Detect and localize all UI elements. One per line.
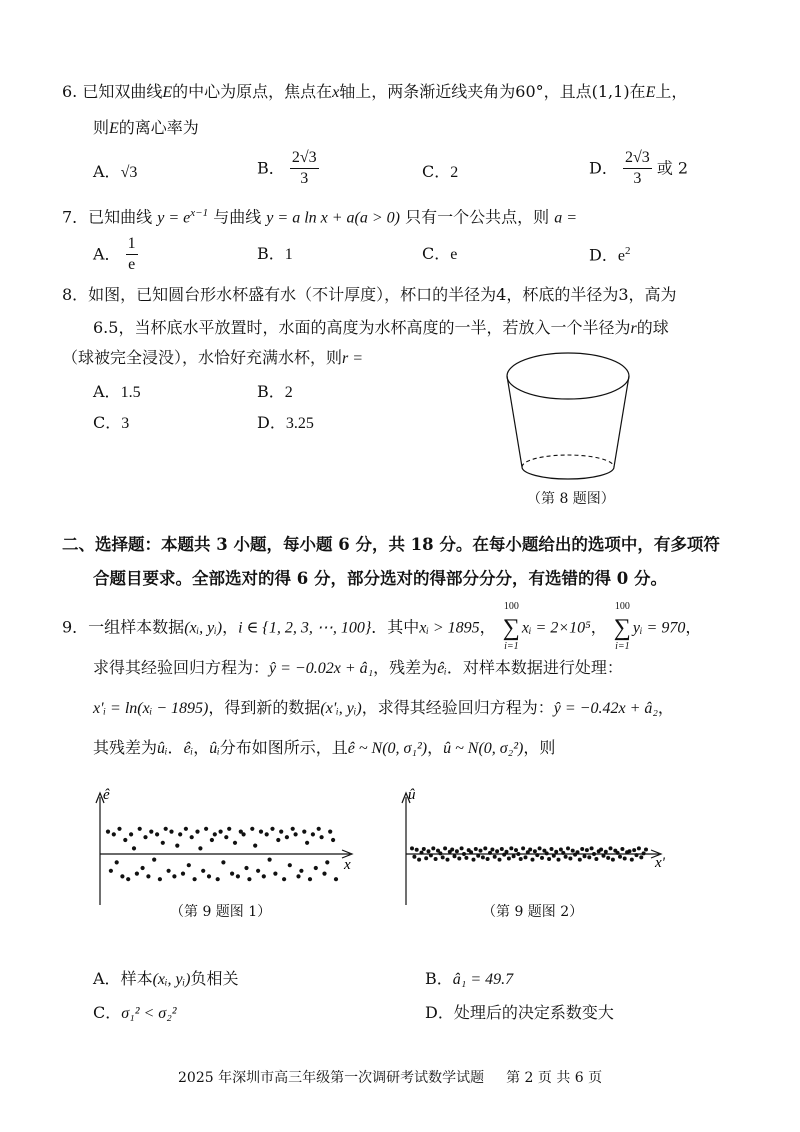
residual-point	[178, 832, 182, 836]
residual-point	[528, 848, 532, 852]
residual-point	[115, 860, 119, 864]
residual-point	[592, 852, 596, 856]
residual-point	[519, 857, 523, 861]
residual-point	[571, 849, 575, 853]
residual-point	[441, 855, 445, 859]
residual-point	[568, 857, 572, 861]
residual-point	[164, 827, 168, 831]
fig1-x-label: x	[344, 857, 351, 873]
residual-point	[308, 877, 312, 881]
residual-point	[320, 835, 324, 839]
residual-point	[268, 858, 272, 862]
q6-b-fraction: $\frac{2√3}{3}$	[291, 149, 317, 187]
residual-point	[184, 827, 188, 831]
q9-stem-line4: 其残差为ûᵢ．êᵢ，ûᵢ分布如图所示，且ê ~ N(0, σ₁²)，û ~ N(0, σ₂²)，则	[93, 738, 556, 757]
residual-point	[143, 835, 147, 839]
q6-option-b[interactable]: B． $\frac{2√3}{3}$	[257, 149, 317, 187]
residual-point	[472, 858, 476, 862]
residual-point	[305, 841, 309, 845]
residual-point	[583, 854, 587, 858]
q7-stem: 7．已知曲线 $y = e^{x-1}$ 与曲线 y = a ln x + a(a > 0) 只有一个公共点，则 a =	[62, 207, 577, 227]
residual-point	[559, 848, 563, 852]
residual-point	[175, 844, 179, 848]
residual-point	[580, 847, 584, 851]
residual-point	[169, 830, 173, 834]
residual-point	[429, 853, 433, 857]
cup-base-back	[522, 455, 614, 467]
residual-point	[259, 830, 263, 834]
residual-point	[410, 846, 414, 850]
residual-point	[120, 874, 124, 878]
q6-stem-line2: 则E的离心率为	[93, 118, 199, 137]
residual-point	[253, 844, 257, 848]
residual-point	[132, 846, 136, 850]
residual-point	[230, 872, 234, 876]
residual-point	[279, 830, 283, 834]
q9-stem-line3: x'ᵢ = ln(xᵢ − 1895)，得到新的数据(x'ᵢ, yᵢ)，求得其经验回归方程为：ŷ = −0.42x + â₂，	[93, 698, 674, 717]
residual-point	[270, 827, 274, 831]
residual-point	[521, 846, 525, 850]
q9-stem-line1: 9．一组样本数据(xᵢ, yᵢ)，i ∈ {1, 2, 3, ⋯, 100}．其中xᵢ > 1895， 100 ∑ i=1 xᵢ = 2×10⁵， 100 ∑ i=1 yᵢ = 970，	[62, 601, 702, 652]
residual-point	[602, 854, 606, 858]
residual-point	[540, 856, 544, 860]
residual-point	[138, 827, 142, 831]
residual-point	[311, 832, 315, 836]
residual-point	[112, 832, 116, 836]
residual-point	[149, 830, 153, 834]
residual-point	[632, 848, 636, 852]
residual-point	[639, 855, 643, 859]
residual-point	[262, 874, 266, 878]
residual-point	[446, 858, 450, 862]
residual-point	[236, 874, 240, 878]
residual-point	[213, 832, 217, 836]
residual-point	[152, 858, 156, 862]
residual-point	[460, 846, 464, 850]
residual-point	[256, 869, 260, 873]
q9-option-b[interactable]: B．â₁ = 49.7	[425, 969, 514, 988]
q8-option-d[interactable]: D．3.25	[257, 413, 314, 432]
residual-point	[296, 874, 300, 878]
residual-point	[221, 860, 225, 864]
q9-residual-plot-2	[396, 785, 681, 910]
residual-point	[493, 855, 497, 859]
residual-point	[190, 835, 194, 839]
q9-stem-line2: 求得其经验回归方程为：ŷ = −0.02x + â₁，残差为êᵢ．对样本数据进行处理：	[93, 658, 623, 677]
residual-point	[618, 855, 622, 859]
residual-point	[161, 841, 165, 845]
q8-stem-line3: （球被完全浸没），水恰好充满水杯，则r =	[62, 348, 364, 367]
residual-point	[117, 827, 121, 831]
residual-point	[590, 846, 594, 850]
residual-point	[578, 858, 582, 862]
residual-point	[585, 848, 589, 852]
residual-point	[201, 869, 205, 873]
residual-point	[500, 847, 504, 851]
residual-point	[198, 846, 202, 850]
residual-point	[486, 857, 490, 861]
residual-point	[545, 851, 549, 855]
residual-point	[123, 838, 127, 842]
residual-point	[552, 854, 556, 858]
residual-point	[422, 847, 426, 851]
residual-point	[126, 877, 130, 881]
q7-option-b[interactable]: B．1	[257, 244, 293, 263]
residual-point	[233, 841, 237, 845]
residual-point	[438, 851, 442, 855]
residual-point	[427, 849, 431, 853]
q8-option-c[interactable]: C．3	[93, 413, 130, 432]
q8-figure-caption: （第 8 题图）	[527, 491, 615, 507]
q7-option-c[interactable]: C．e	[422, 244, 458, 263]
q9-option-c[interactable]: C．σ₁² < σ₂²	[93, 1003, 177, 1022]
residual-point	[531, 858, 535, 862]
residual-point	[479, 849, 483, 853]
residual-point	[490, 848, 494, 852]
residual-point	[644, 848, 648, 852]
residual-point	[415, 848, 419, 852]
residual-point	[469, 850, 473, 854]
residual-point	[302, 830, 306, 834]
residual-point	[514, 848, 518, 852]
residual-point	[554, 850, 558, 854]
residual-point	[550, 847, 554, 851]
page-footer: 2025 年深圳市高三年级第一次调研考试数学试题 第 2 页 共 6 页	[178, 1070, 603, 1086]
residual-point	[516, 852, 520, 856]
q6-option-a[interactable]: A．√3	[93, 162, 138, 181]
residual-point	[628, 849, 632, 853]
q9-fig1-caption: （第 9 题图 1）	[170, 904, 272, 920]
residual-point	[635, 853, 639, 857]
residual-point	[273, 872, 277, 876]
residual-point	[538, 846, 542, 850]
residual-point	[250, 827, 254, 831]
residual-point	[606, 856, 610, 860]
residual-point	[155, 832, 159, 836]
residual-point	[557, 858, 561, 862]
residual-point	[325, 860, 329, 864]
residual-point	[135, 872, 139, 876]
residual-point	[158, 877, 162, 881]
residual-point	[167, 869, 171, 873]
residual-point	[533, 849, 537, 853]
residual-point	[219, 830, 223, 834]
residual-point	[210, 838, 214, 842]
residual-point	[623, 857, 627, 861]
residual-point	[141, 866, 145, 870]
residual-point	[106, 830, 110, 834]
q9-residual-plot-1	[88, 785, 368, 910]
residual-point	[294, 832, 298, 836]
residual-point	[424, 856, 428, 860]
residual-point	[464, 856, 468, 860]
residual-point	[474, 847, 478, 851]
residual-point	[334, 877, 338, 881]
residual-point	[328, 830, 332, 834]
q6-option-c[interactable]: C．2	[422, 162, 459, 181]
residual-point	[244, 866, 248, 870]
residual-point	[630, 858, 634, 862]
residual-point	[587, 855, 591, 859]
q8-stem-line2: 6.5，当杯底水平放置时，水面的高度为水杯高度的一半，若放入一个半径为r的球	[93, 318, 669, 337]
residual-point	[535, 853, 539, 857]
residual-point	[172, 874, 176, 878]
q9-option-a[interactable]: A．样本(xᵢ, yᵢ)负相关	[93, 969, 239, 988]
residual-point	[204, 827, 208, 831]
residual-point	[224, 835, 228, 839]
residual-point	[417, 858, 421, 862]
residual-point	[146, 874, 150, 878]
residual-point	[599, 848, 603, 852]
residual-point	[431, 846, 435, 850]
residual-point	[291, 827, 295, 831]
residual-point	[483, 846, 487, 850]
q8-stem-line1: 8．如图，已知圆台形水杯盛有水（不计厚度），杯口的半径为4，杯底的半径为3，高为	[62, 285, 677, 304]
residual-point	[495, 849, 499, 853]
residual-point	[576, 850, 580, 854]
residual-point	[620, 847, 624, 851]
residual-point	[547, 857, 551, 861]
residual-point	[282, 877, 286, 881]
residual-point	[564, 855, 568, 859]
q8-option-a[interactable]: A．1.5	[93, 382, 141, 401]
q6-d-fraction: $\frac{2√3}{3}$	[624, 149, 650, 187]
residual-point	[285, 835, 289, 839]
residual-point	[507, 857, 511, 861]
residual-point	[505, 850, 509, 854]
residual-point	[561, 851, 565, 855]
residual-point	[455, 849, 459, 853]
residual-point	[187, 863, 191, 867]
residual-point	[566, 846, 570, 850]
residual-point	[322, 872, 326, 876]
residual-point	[193, 877, 197, 881]
residual-point	[299, 869, 303, 873]
section2-heading-line2: 合题目要求。全部选对的得 6 分，部分选对的得部分分分，有选错的得 0 分。	[93, 569, 667, 588]
residual-point	[642, 851, 646, 855]
residual-point	[524, 855, 528, 859]
fig2-x-label: x'	[655, 855, 665, 871]
residual-point	[288, 863, 292, 867]
residual-point	[247, 877, 251, 881]
residual-point	[637, 846, 641, 850]
q9-fig2-caption: （第 9 题图 2）	[482, 904, 584, 920]
residual-point	[609, 846, 613, 850]
residual-point	[314, 866, 318, 870]
fig2-y-label: û	[408, 787, 416, 803]
q9-sum-y: 100 ∑ i=1	[613, 601, 631, 652]
residual-point	[498, 858, 502, 862]
residual-point	[109, 869, 113, 873]
residual-point	[207, 874, 211, 878]
fig1-y-label: ê	[103, 787, 110, 803]
residual-point	[462, 852, 466, 856]
residual-point	[331, 838, 335, 842]
residual-point	[481, 855, 485, 859]
q8-cup-figure	[500, 350, 640, 490]
q6-stem-line1: 6. 已知双曲线E的中心为原点，焦点在x轴上，两条渐近线夹角为60°，且点(1,1)在E上，	[62, 82, 688, 101]
q6-option-d[interactable]: D． $\frac{2√3}{3}$ 或 2	[589, 149, 689, 187]
cup-rim	[507, 353, 629, 399]
residual-point	[317, 827, 321, 831]
residual-point	[265, 832, 269, 836]
q9-sum-x: 100 ∑ i=1	[502, 601, 520, 652]
residual-point	[476, 854, 480, 858]
residual-point	[181, 872, 185, 876]
q7-a-fraction: $\frac{1}{e}$	[127, 235, 136, 273]
residual-point	[216, 877, 220, 881]
q8-option-b[interactable]: B．2	[257, 382, 293, 401]
residual-point	[242, 832, 246, 836]
residual-point	[509, 846, 513, 850]
q7-option-a[interactable]: A． $\frac{1}{e}$	[93, 235, 136, 273]
residual-point	[611, 858, 615, 862]
cup-base-front	[522, 467, 614, 479]
residual-point	[512, 854, 516, 858]
residual-point	[195, 830, 199, 834]
residual-point	[457, 857, 461, 861]
q7-option-d[interactable]: D．$e^2$	[589, 245, 631, 265]
residual-point	[594, 857, 598, 861]
residual-point	[129, 832, 133, 836]
residual-point	[488, 851, 492, 855]
section2-heading-line1: 二、选择题：本题共 3 小题，每小题 6 分，共 18 分。在每小题给出的选项中，有多项符	[62, 535, 720, 554]
residual-point	[616, 851, 620, 855]
residual-point	[227, 827, 231, 831]
residual-point	[276, 838, 280, 842]
residual-point	[420, 851, 424, 855]
q9-option-d[interactable]: D．处理后的决定系数变大	[425, 1003, 614, 1022]
residual-point	[434, 857, 438, 861]
residual-point	[604, 850, 608, 854]
residual-point	[412, 855, 416, 859]
residual-point	[450, 848, 454, 852]
residual-point	[443, 846, 447, 850]
residual-point	[453, 854, 457, 858]
